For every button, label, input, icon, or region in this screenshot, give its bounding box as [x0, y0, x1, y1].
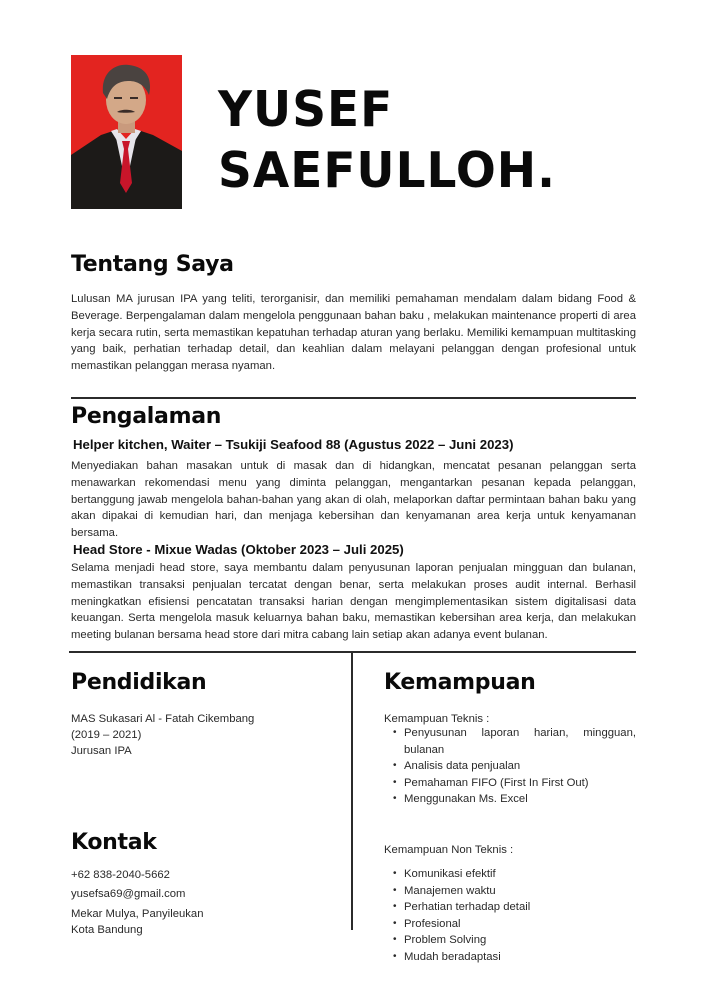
about-heading: Tentang Saya [71, 252, 234, 277]
non-technical-skills-list [384, 866, 636, 965]
contact-heading: Kontak [71, 830, 157, 855]
contact-address [71, 906, 331, 938]
column-divider [351, 652, 353, 930]
about-text: Lulusan MA jurusan IPA yang teliti, terorganisir, dan memiliki pemahaman mendalam dalam bidang Food & Beverage. Berpengalaman dalam mengelola penggunaan bahan baku , melakukan maintenance properti di area kerja secara rutin, serta memastikan kepatuhan terhadap aturan yang berlaku. Memiliki kemampuan multitasking yang baik, perhatian terhadap detail, dan keahlian dalam melayani pelanggan dengan profesional untuk memastikan pelanggan merasa nyaman. [71, 293, 636, 373]
full-name [218, 80, 556, 202]
skill-item: • Analisis data penjualan [384, 758, 636, 775]
skill-item: • Menggunakan Ms. Excel [384, 791, 636, 808]
skill-item: • Penyusunan laporan harian, mingguan, bulanan [384, 725, 636, 758]
skill-item: • Manajemen waktu [384, 883, 636, 900]
divider-about-experience [71, 397, 636, 399]
experience-heading: Pengalaman [71, 404, 222, 429]
skill-item: • Perhatian terhadap detail [384, 899, 636, 916]
non-technical-skills-label: Kemampuan Non Teknis : [384, 844, 514, 856]
education-years: (2019 – 2021) [71, 729, 142, 741]
last-name: SAEFULLOH. [218, 141, 556, 200]
person-portrait-icon [71, 55, 182, 209]
job-title-1: Helper kitchen, Waiter – Tsukiji Seafood 88 (Agustus 2022 – Juni 2023) [73, 437, 514, 452]
contact-phone: +62 838-2040-5662 [71, 869, 170, 881]
job-description-2: Selama menjadi head store, saya membantu dalam penyusunan laporan penjualan mingguan dan bulanan, memastikan transaksi penjualan tercatat dengan benar, serta melakukan proses audit internal. Berhasil meningkatkan efisiensi pencatatan transaksi harian dengan mengimplementasikan sistem digitalisasi data keuangan. Serta mengelola masuk keluarnya bahan baku, memastikan kebersihan area kerja, dan melakukan meeting bulanan bersama head store dari mitra cabang lain setiap akan adanya event bulanan. [71, 562, 636, 642]
profile-photo [71, 55, 182, 209]
skills-heading: Kemampuan [384, 670, 536, 695]
address-line-2: Kota Bandung [71, 924, 143, 936]
skill-item: • Mudah beradaptasi [384, 949, 636, 966]
skill-item: • Pemahaman FIFO (First In First Out) [384, 775, 636, 792]
contact-email[interactable]: yusefsa69@gmail.com [71, 888, 186, 900]
education-heading: Pendidikan [71, 670, 207, 695]
first-name: YUSEF [218, 81, 394, 139]
job-title-2: Head Store - Mixue Wadas (Oktober 2023 – Juli 2025) [73, 542, 404, 557]
education-school: MAS Sukasari Al - Fatah Cikembang [71, 713, 255, 725]
skill-item: • Komunikasi efektif [384, 866, 636, 883]
address-line-1: Mekar Mulya, Panyileukan [71, 908, 204, 920]
skill-item: • Problem Solving [384, 932, 636, 949]
skill-item: • Profesional [384, 916, 636, 933]
education-major: Jurusan IPA [71, 745, 132, 757]
technical-skills-label: Kemampuan Teknis : [384, 713, 490, 725]
education-details [71, 711, 331, 759]
job-description-1: Menyediakan bahan masakan untuk di masak dan di hidangkan, mencatat pesanan pelanggan serta menawarkan rekomendasi menu yang diminta pelanggan, mengantarkan pesanan kepada pelanggan, bertanggung jawab mengelola bahan-bahan yang akan di olah, melaporkan daftar permintaan bahan baku yang akan dipakai di kemudian hari, dan menjaga kebersihan dan kenyamanan area kerja untuk kenyamanan bersama. [71, 460, 636, 540]
technical-skills-list [384, 725, 636, 808]
